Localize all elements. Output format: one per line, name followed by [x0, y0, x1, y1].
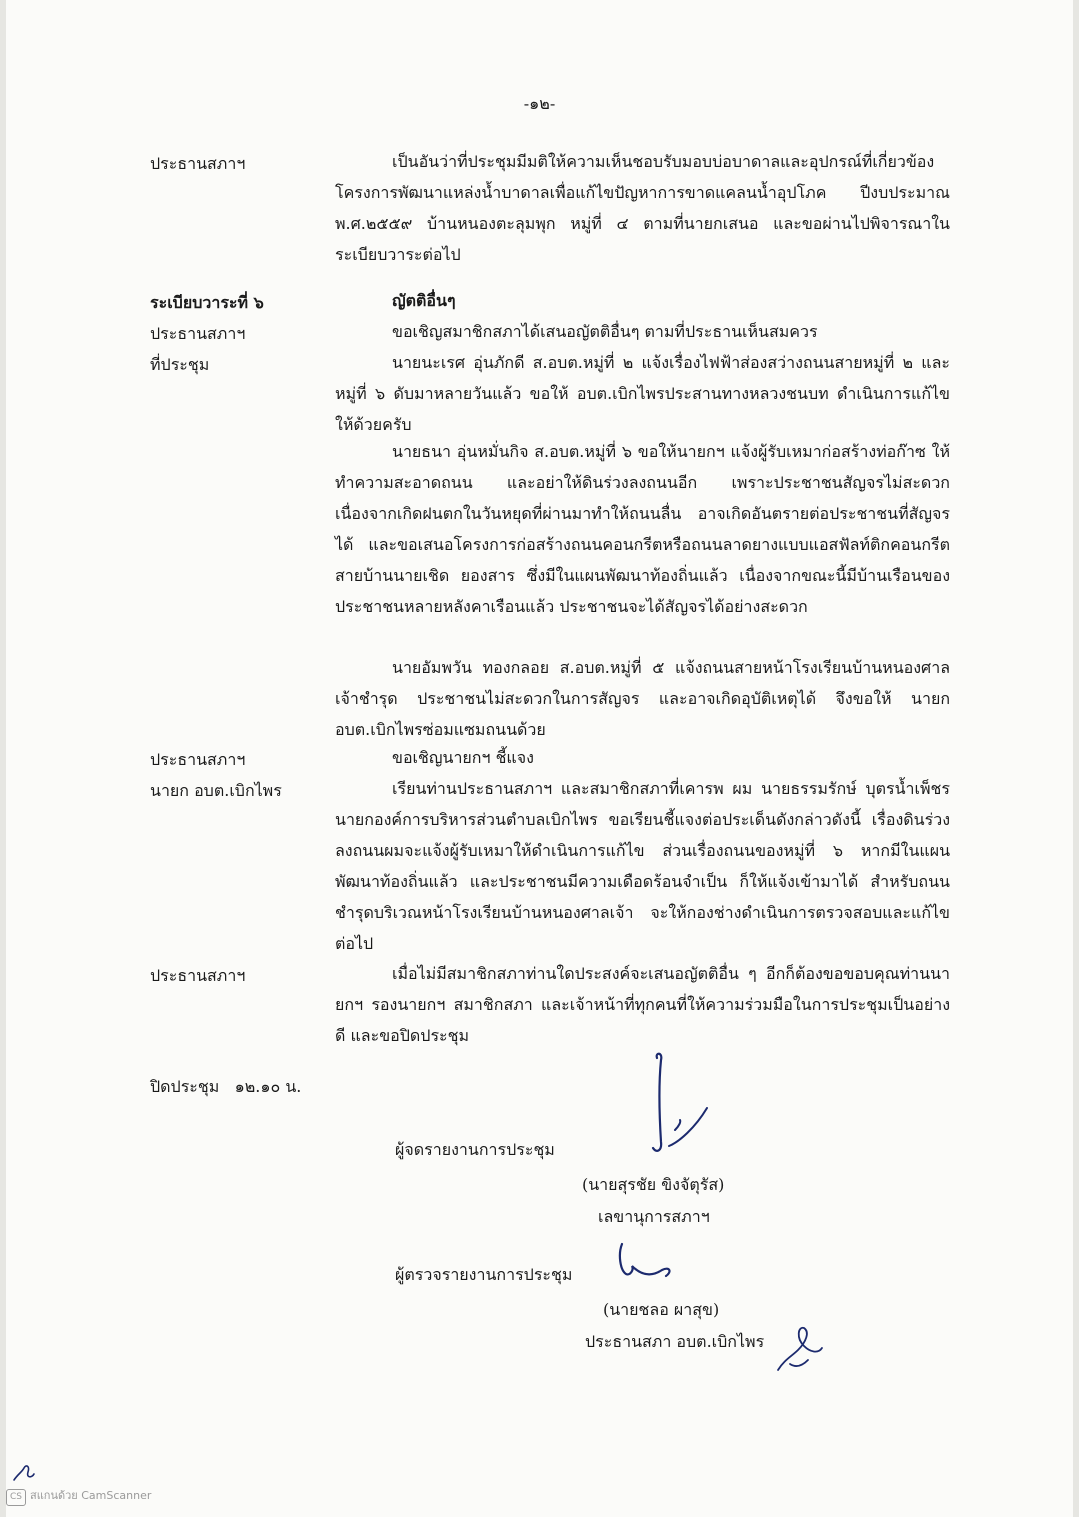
entry-text: ขอเชิญสมาชิกสภาได้เสนอญัตติอื่นๆ ตามที่ประธานเห็นสมควร — [392, 322, 818, 341]
reviewer-role-label: ผู้ตรวจรายงานการประชุม — [395, 1265, 573, 1284]
initials-mark — [770, 1320, 830, 1380]
entry-text: เป็นอันว่าที่ประชุมมีมติให้ความเห็นชอบรับมอบบ่อบาดาลและอุปกรณ์ที่เกี่ยวข้อง โครงการพัฒนาแหล่งน้ำบาดาลเพื่อแก้ไขปัญหาการขาดแคลนน้ำอุปโภค ปีงบประมาณ พ.ศ.๒๕๕๙ บ้านหนองตะลุมพุก หมู่ที่ ๔ ตามที่นายกเสนอ และขอผ่านไปพิจารณาในระเบียบวาระต่อไป — [335, 152, 950, 264]
agenda-label: ระเบียบวาระที่ ๖ — [150, 293, 264, 312]
entry-text-member-3: นายอัมพวัน ทองกลอย ส.อบต.หมู่ที่ ๕ แจ้งถนนสายหน้าโรงเรียนบ้านหนองศาลเจ้าชำรุด ประชาชนไม่สะดวกในการสัญจร และอาจเกิดอุบัติเหตุได้ จึงขอให้ นายก อบต.เบิกไพรซ่อมแซมถนนด้วย — [335, 658, 950, 739]
recorder-signature — [635, 1050, 725, 1160]
closing-label: ปิดประชุม — [150, 1077, 220, 1096]
closing-time: ๑๒.๑๐ น. — [234, 1077, 302, 1096]
camscanner-logo-icon: CS — [6, 1489, 26, 1506]
reviewer-position: ประธานสภา อบต.เบิกไพร — [585, 1332, 765, 1351]
entry-text-member-1: นายนะเรศ อุ่นภักดี ส.อบต.หมู่ที่ ๒ แจ้งเรื่องไฟฟ้าส่องสว่างถนนสายหมู่ที่ ๒ และหมู่ที่ ๖ ดับมาหลายวันแล้ว ขอให้ อบต.เบิกไพรประสานทางหลวงชนบท ดำเนินการแก้ไขให้ด้วยครับ — [335, 353, 950, 434]
recorder-name: (นายสุรชัย ขิงจัตุรัส) — [582, 1175, 725, 1194]
speaker-label: ประธานสภาฯ — [150, 154, 246, 173]
speaker-label: ประธานสภาฯ — [150, 324, 246, 343]
corner-initial-mark — [10, 1462, 36, 1484]
speaker-label: ประธานสภาฯ — [150, 750, 246, 769]
reviewer-name: (นายชลอ ผาสุข) — [603, 1300, 720, 1319]
reviewer-signature — [612, 1240, 682, 1285]
entry-text: ขอเชิญนายกฯ ชี้แจง — [392, 748, 534, 767]
page-left-edge — [0, 0, 6, 1517]
entry-text: เรียนท่านประธานสภาฯ และสมาชิกสภาที่เคารพ ผม นายธรรมรักษ์ บุตรน้ำเพ็ชร นายกองค์การบริหารส่วนตำบลเบิกไพร ขอเรียนชี้แจงต่อประเด็นดังกล่าวดังนี้ เรื่องดินร่วงลงถนนผมจะแจ้งผู้รับเหมาให้ดำเนินการแก้ไข ส่วนเรื่องถนนของหมู่ที่ ๖ หากมีในแผนพัฒนาท้องถิ่นแล้ว และประชาชนมีความเดือดร้อนจำเป็น ก็ให้แจ้งเข้ามาได้ สำหรับถนนชำรุดบริเวณหน้าโรงเรียนบ้านหนองศาลเจ้า จะให้กองช่างดำเนินการตรวจสอบและแก้ไขต่อไป — [335, 779, 950, 953]
recorder-role-label: ผู้จดรายงานการประชุม — [395, 1140, 555, 1159]
scanner-footer-text: สแกนด้วย CamScanner — [30, 1489, 152, 1502]
entry-text: เมื่อไม่มีสมาชิกสภาท่านใดประสงค์จะเสนอญัตติอื่น ๆ อีกก็ต้องขอขอบคุณท่านนายกฯ รองนายกฯ สมาชิกสภา และเจ้าหน้าที่ทุกคนที่ให้ความร่วมมือในการประชุมเป็นอย่างดี และขอปิดประชุม — [335, 964, 950, 1045]
scanner-watermark — [6, 1486, 151, 1506]
meeting-closed-line — [150, 1075, 301, 1100]
page-number: -๑๒- — [523, 94, 556, 113]
speaker-label: นายก อบต.เบิกไพร — [150, 781, 282, 800]
agenda-title: ญัตติอื่นๆ — [392, 291, 456, 310]
recorder-position: เลขานุการสภาฯ — [598, 1207, 710, 1226]
page-right-edge — [1073, 0, 1079, 1517]
speaker-label: ที่ประชุม — [150, 355, 210, 374]
speaker-label: ประธานสภาฯ — [150, 966, 246, 985]
entry-text-member-2: นายธนา อุ่นหมั่นกิจ ส.อบต.หมู่ที่ ๖ ขอให้นายกฯ แจ้งผู้รับเหมาก่อสร้างท่อก๊าซ ให้ทำความสะอาดถนน และอย่าให้ดินร่วงลงถนนอีก เพราะประชาชนสัญจรไม่สะดวก เนื่องจากเกิดฝนตกในวันหยุดที่ผ่านมาทำให้ถนนลื่น อาจเกิดอันตรายต่อประชาชนที่สัญจรได้ และขอเสนอโครงการก่อสร้างถนนคอนกรีตหรือถนนลาดยางแบบแอสฟัลท์ติกคอนกรีต สายบ้านนายเชิด ยองสาร ซึ่งมีในแผนพัฒนาท้องถิ่นแล้ว เนื่องจากขณะนี้มีบ้านเรือนของประชาชนหลายหลังคาเรือนแล้ว ประชาชนจะได้สัญจรได้อย่างสะดวก — [335, 442, 950, 616]
